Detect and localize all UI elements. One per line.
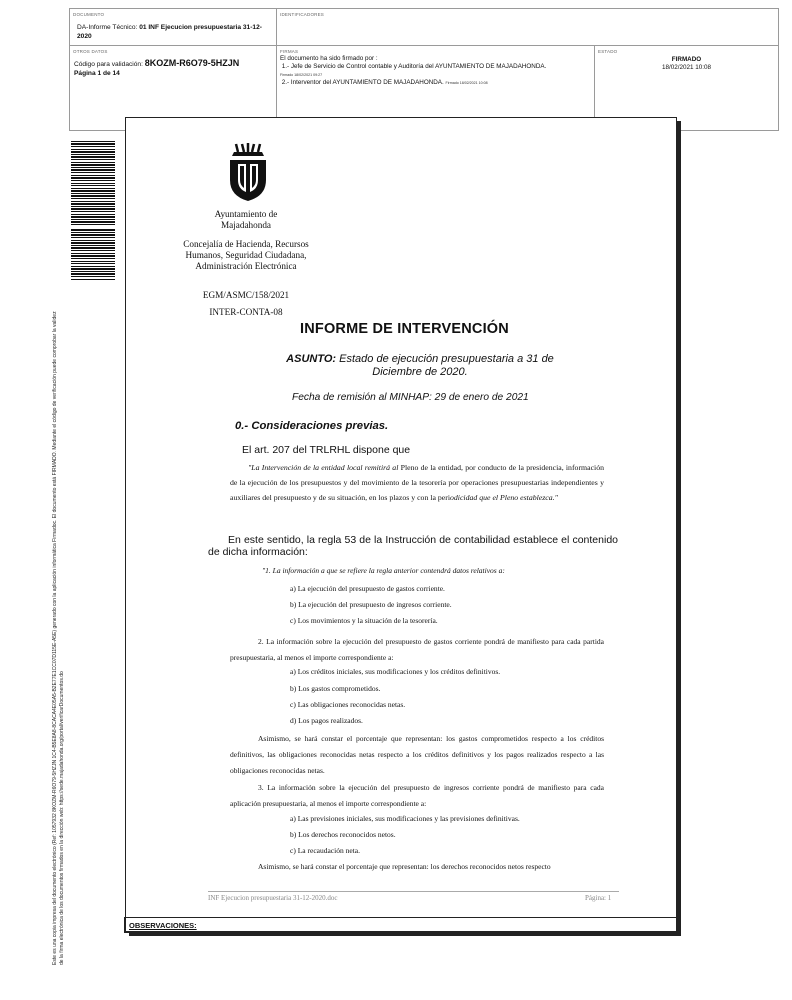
section-heading: 0.- Consideraciones previas.: [235, 420, 389, 432]
list-item: d) Los pagos realizados.: [290, 716, 363, 725]
list-item: c) Las obligaciones reconocidas netas.: [290, 700, 406, 709]
firmas-list: El documento ha sido firmado por : 1.- Jefe de Servicio de Control contable y Auditoría del AYUNTAMIENTO DE MAJADAHONDA. Firmado 18/02/2021 09:27 2.- Interventor del AYUNTAMIENTO DE MAJADAHONDA. Firmado 18/02/2021 10:08: [280, 55, 592, 87]
identificadores-label: IDENTIFICADORES: [280, 12, 325, 17]
reference-1: EGM/ASMC/158/2021: [202, 290, 290, 300]
firma-2: 2.- Interventor del AYUNTAMIENTO DE MAJADAHONDA. Firmado 18/02/2021 10:08: [281, 79, 488, 86]
observaciones-box: OBSERVACIONES:: [124, 917, 680, 933]
list-item: b) Los derechos reconocidos netos.: [290, 830, 396, 839]
rule-3: 3. La información sobre la ejecución del presupuesto de ingresos corriente pondrá de manifiesto para cada aplicación presupuestaria, al menos el importe correspondiente a:: [230, 783, 604, 808]
footer-page-number: Página: 1: [585, 894, 612, 902]
rule-1-heading: "1. La información a que se refiere la regla anterior contendrá datos relativos a:: [262, 566, 505, 575]
list-item: c) La recaudación neta.: [290, 846, 360, 855]
rule-3-percentages: Asimismo, se hará constar el porcentaje que representan: los derechos reconocidos netos respecto: [258, 862, 551, 871]
firma-1: 1.- Jefe de Servicio de Control contable y Auditoría del AYUNTAMIENTO DE MAJADAHONDA.: [281, 63, 547, 70]
list-item: b) La ejecución del presupuesto de ingresos corriente.: [290, 600, 452, 609]
validation-code: Código para validación: 8KOZM-R6O79-5HZJN Página 1 de 14: [74, 58, 240, 77]
list-item: c) Los movimientos y la situación de la tesorería.: [290, 616, 438, 625]
paragraph-2: En este sentido, la regla 53 de la Instrucción de contabilidad establece el contenido de dicha información:: [208, 534, 618, 558]
submission-date: Fecha de remisión al MINHAP: 29 de enero de 2021: [292, 392, 529, 403]
documento-label: DOCUMENTO: [73, 12, 105, 17]
list-item: b) Los gastos comprometidos.: [290, 684, 381, 693]
rule-2: 2. La información sobre la ejecución del presupuesto de gastos corriente pondrá de manifiesto para cada partida presupuestaria, al menos el importe correspondiente a:: [230, 637, 604, 662]
footer-divider: [208, 891, 619, 892]
estado-label: ESTADO: [598, 49, 618, 54]
page-count: Página 1 de 14: [74, 70, 120, 77]
verification-side-text: Este es una copia impresa del documento electrónico (Ref: 1057932 8KOZM-R6O79-5HZJN 1C4-B5E8A8-8CACA4E05A5-B2E77E1CC07D115E-A5E) generado con la aplicación informática Firmadoc. El documento está FIRMADO. Mediante el código de verificación puede comprobar la validez de la firma electrónica de los documentos firmados en la dirección web: https://sede.majadahonda.org/portal/verificarDocumentos.do: [52, 311, 65, 965]
firmas-label: FIRMAS: [280, 49, 299, 54]
rule-2-percentages: Asimismo, se hará constar el porcentaje que representan: los gastos comprometidos respecto a los créditos definitivos, las obligaciones reconocidas netas respecto a los créditos definitivos y los pagos realizados respecto a las obligaciones reconocidas netas.: [230, 734, 604, 775]
reference-2: INTER-CONTA-08: [209, 307, 283, 317]
org-name: Ayuntamiento de Majadahonda: [214, 209, 278, 230]
subject: ASUNTO: Estado de ejecución presupuestaria a 31 de Diciembre de 2020.: [286, 353, 554, 378]
otros-datos-label: OTROS DATOS: [73, 49, 108, 54]
validation-code-value[interactable]: 8KOZM-R6O79-5HZJN: [144, 58, 240, 68]
list-item: a) La ejecución del presupuesto de gastos corriente.: [290, 584, 445, 593]
identificadores-cell: [277, 9, 778, 46]
signature-header: [69, 8, 779, 131]
documento-title: DA-Informe Técnico: 01 INF Ejecucion presupuestaria 31-12-2020: [77, 24, 262, 40]
list-item: a) Las previsiones iniciales, sus modificaciones y las previsiones definitivas.: [290, 814, 520, 823]
org-department: Concejalía de Hacienda, Recursos Humanos, Seguridad Ciudadana, Administración Electrónica: [183, 239, 309, 271]
list-item: a) Los créditos iniciales, sus modificaciones y los créditos definitivos.: [290, 667, 501, 676]
documento-cell: [70, 9, 277, 46]
page-title: INFORME DE INTERVENCIÓN: [300, 321, 509, 337]
footer-filename: INF Ejecucion presupuestaria 31-12-2020.doc: [208, 894, 338, 902]
paragraph-1: El art. 207 del TRLRHL dispone que: [242, 444, 411, 456]
firma-1-date: Firmado 18/02/2021 09:27: [280, 73, 323, 77]
barcode: [71, 141, 115, 281]
legal-quote: "La Intervención de la entidad local remitirá al Pleno de la entidad, por conducto de la presidencia, información de la ejecución de los presupuestos y del movimiento de la tesorería por operaciones presupuestarias independientes y auxiliares del presupuesto y de su situación, en los plazos y con la periodicidad que el Pleno establezca.": [230, 463, 604, 502]
crest-logo-icon: [226, 142, 270, 202]
estado-value: FIRMADO 18/02/2021 10:08: [661, 56, 712, 71]
